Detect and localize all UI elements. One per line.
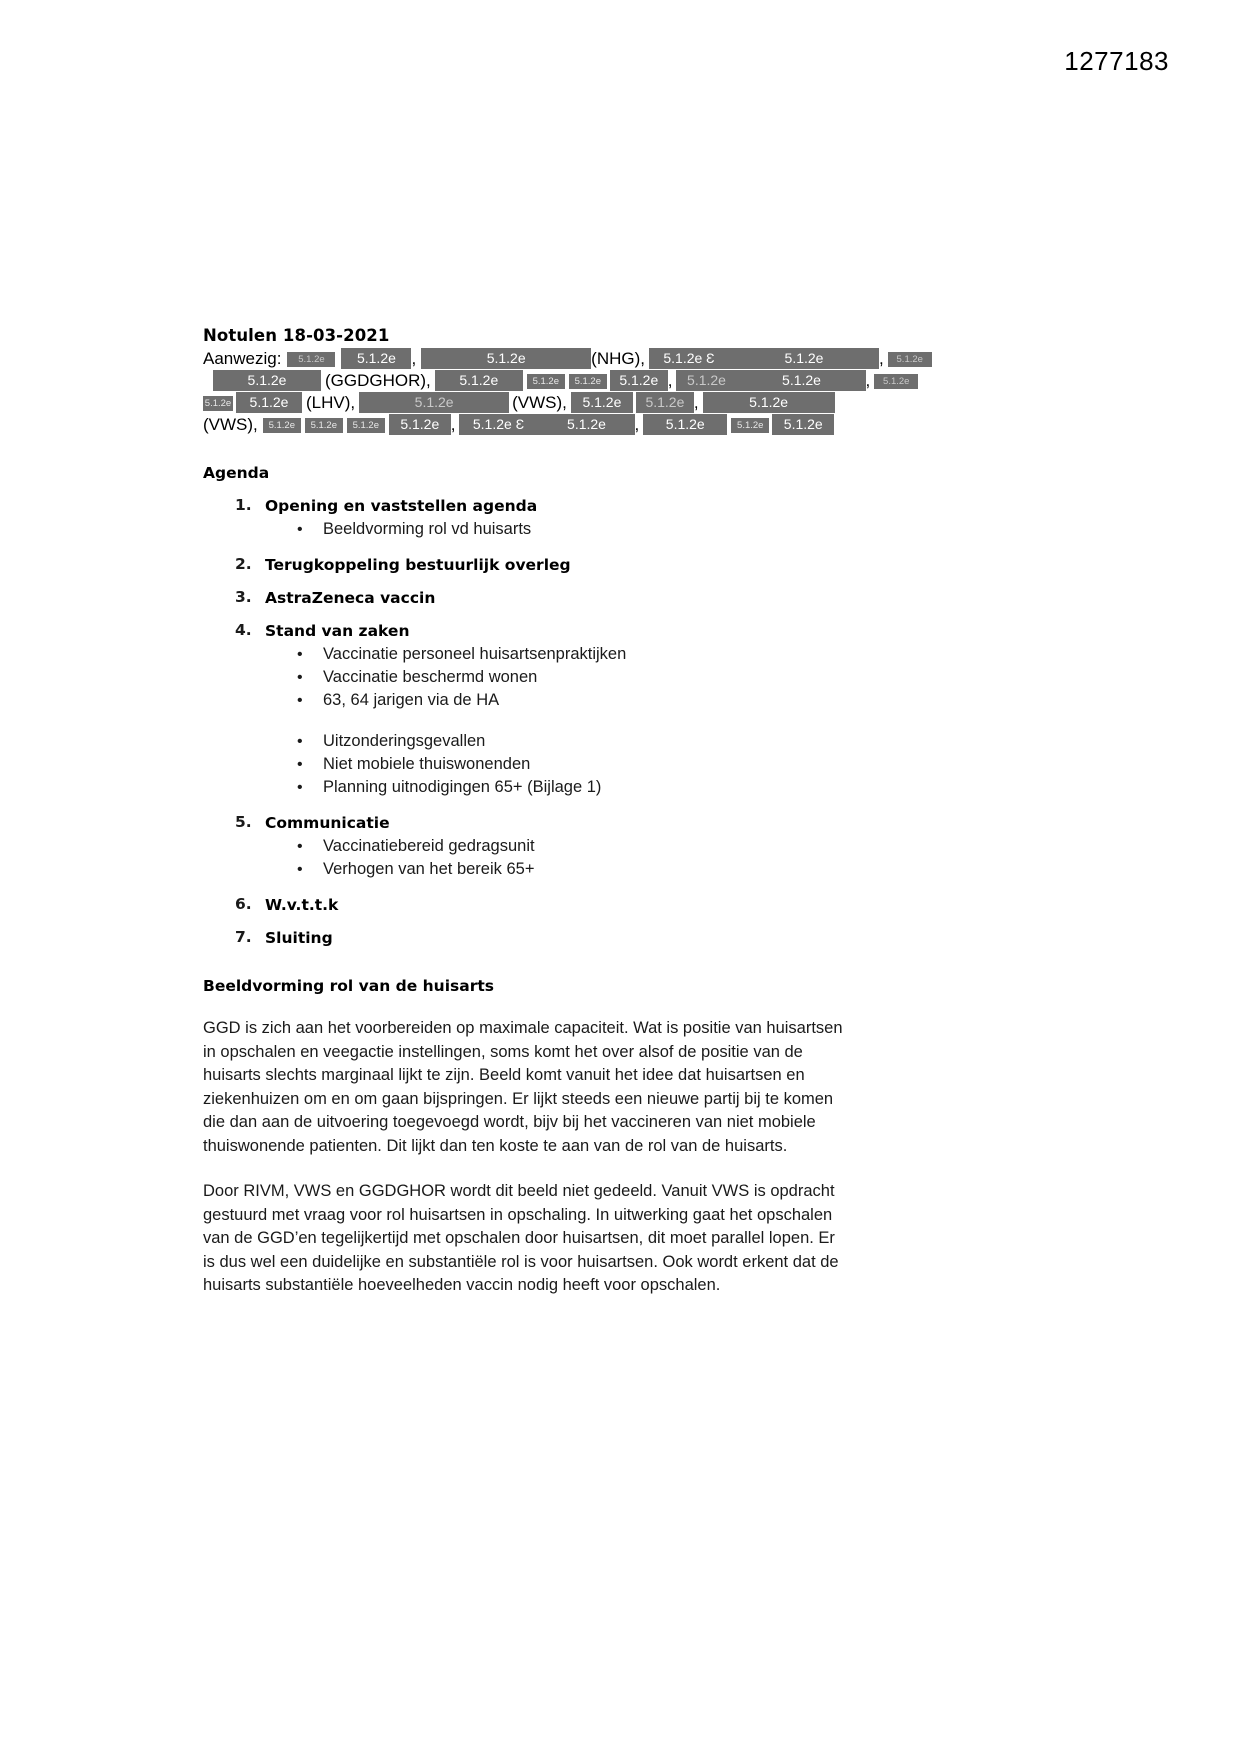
agenda-subitem-list	[265, 518, 863, 541]
attendees-block	[203, 348, 923, 436]
agenda-item	[203, 895, 863, 914]
attendee-organisation: (VWS),	[512, 393, 567, 412]
redaction-block: 5.1.2e	[729, 348, 879, 369]
bullet-icon: •	[297, 669, 303, 686]
bullet-icon: •	[297, 646, 303, 663]
redaction-block: 5.1.2e	[435, 370, 523, 391]
agenda-item-title: W.v.t.t.k	[265, 896, 339, 914]
redaction-block: 5.1.2e	[703, 392, 835, 413]
attendee-organisation: (NHG),	[591, 349, 645, 368]
redaction-block: 5.1.2e	[389, 414, 451, 435]
bullet-icon: •	[297, 733, 303, 750]
agenda-item-title: Sluiting	[265, 929, 333, 947]
agenda-subitem-label: Planning uitnodigingen 65+ (Bijlage 1)	[323, 778, 602, 796]
redaction-block: 5.1.2e	[263, 418, 301, 433]
agenda-item	[203, 588, 863, 607]
agenda-item	[203, 813, 863, 881]
body-paragraphs	[203, 1017, 863, 1298]
attendee-organisation: ,	[634, 415, 640, 434]
agenda-item-number: 2.	[235, 555, 252, 573]
agenda-subitem-label: Vaccinatiebereid gedragsunit	[323, 837, 535, 855]
attendee-organisation: ,	[411, 349, 417, 368]
agenda-subitem	[265, 666, 863, 689]
redaction-block: 5.1.2e	[676, 370, 738, 391]
agenda-subitem-list	[265, 835, 863, 881]
attendee-organisation: ,	[879, 349, 884, 368]
bullet-icon: •	[297, 861, 303, 878]
redaction-block: 5.1.2e	[527, 374, 565, 389]
agenda-subitem-label: 63, 64 jarigen via de HA	[323, 691, 500, 709]
agenda-item	[203, 928, 863, 947]
agenda-item-title: Communicatie	[265, 814, 390, 832]
attendee-organisation: ,	[693, 393, 699, 412]
agenda-subitem	[265, 858, 863, 881]
agenda-subitem	[265, 730, 863, 753]
agenda-item-number: 6.	[235, 895, 252, 913]
redaction-block: 5.1.2e	[305, 418, 343, 433]
bullet-icon: •	[297, 838, 303, 855]
agenda-list	[203, 496, 863, 947]
redaction-block: 5.1.2e	[610, 370, 668, 391]
redaction-block: 5.1.2e	[359, 392, 509, 413]
redaction-block: 5.1.2e	[738, 370, 866, 391]
attendee-organisation: ,	[667, 371, 673, 390]
agenda-subitem-label: Verhogen van het bereik 65+	[323, 860, 535, 878]
attendees-label: Aanwezig:	[203, 349, 282, 368]
agenda-subitem-label: Vaccinatie beschermd wonen	[323, 668, 538, 686]
agenda-subitem-label: Niet mobiele thuiswonenden	[323, 755, 531, 773]
agenda-subitem-label: Uitzonderingsgevallen	[323, 732, 486, 750]
redaction-block: 5.1.2e	[213, 370, 321, 391]
attendees-line	[203, 414, 823, 436]
redaction-block: 5.1.2e	[643, 414, 727, 435]
agenda-item-title: AstraZeneca vaccin	[265, 589, 436, 607]
redaction-block: 5.1.2e	[287, 352, 335, 367]
agenda-subitem	[265, 518, 863, 541]
redaction-block: 5.1.2e	[571, 392, 633, 413]
redaction-block: 5.1.2e	[636, 392, 694, 413]
attendee-organisation: (VWS),	[203, 415, 258, 434]
agenda-subitem-label: Vaccinatie personeel huisartsenpraktijken	[323, 645, 627, 663]
redaction-block: 5.1.2e	[347, 418, 385, 433]
attendee-organisation: (LHV),	[306, 393, 356, 412]
body-paragraph: Door RIVM, VWS en GGDGHOR wordt dit beeld niet gedeeld. Vanuit VWS is opdracht gestuurd met vraag voor rol huisartsen in opschaling. In uitwerking gaat het opschalen van de GGD’en tegelijkertijd met opschalen door huisartsen, dit moet parallel lopen. Er is dus wel een duidelijke en substantiële rol is voor huisartsen. Ook wordt erkent dat de huisarts substantiële hoeveelheden vaccin nodig heeft voor opschalen.	[203, 1182, 839, 1294]
attendees-line	[203, 370, 910, 392]
bullet-icon: •	[297, 756, 303, 773]
bullet-icon: •	[297, 521, 303, 538]
agenda-heading: Agenda	[203, 464, 270, 482]
redaction-block: 5.1.2e	[772, 414, 834, 435]
redaction-block: 5.1.2e	[236, 392, 302, 413]
agenda-subitem-list	[265, 643, 863, 799]
document-number: 1277183	[1064, 46, 1169, 76]
redaction-block: 5.1.2e	[888, 352, 932, 367]
agenda-subitem	[265, 835, 863, 858]
attendee-organisation: ,	[450, 415, 456, 434]
bullet-icon: •	[297, 779, 303, 796]
agenda-item	[203, 496, 863, 541]
redaction-block: 5.1.2e Ɛ	[649, 348, 729, 369]
agenda-item-title: Terugkoppeling bestuurlijk overleg	[265, 556, 571, 574]
redaction-block: 5.1.2e	[341, 348, 411, 369]
agenda-item-number: 1.	[235, 496, 252, 514]
agenda-item-number: 7.	[235, 928, 252, 946]
redaction-block: 5.1.2e Ɛ	[459, 414, 539, 435]
agenda-subitem	[265, 776, 863, 799]
body-paragraph: GGD is zich aan het voorbereiden op maximale capaciteit. Wat is positie van huisartsen in opschalen en veegactie instellingen, soms komt het over alsof de positie van de huisarts slechts marginaal lijkt te zijn. Beeld komt vanuit het idee dat huisartsen en ziekenhuizen om en om gaan bijspringen. Er lijkt steeds een nieuwe partij bij te komen die dan aan de uitvoering toegevoegd wordt, bijv bij het vaccineren van niet mobiele thuiswonende patienten. Dit lijkt dan ten koste te aan van de rol van de huisarts.	[203, 1019, 843, 1155]
agenda-item-title: Opening en vaststellen agenda	[265, 497, 538, 515]
redaction-block: 5.1.2e	[731, 418, 769, 433]
agenda-item-title: Stand van zaken	[265, 622, 410, 640]
attendee-organisation: ,	[865, 371, 871, 390]
agenda-subitem	[265, 689, 863, 712]
document-content	[203, 326, 923, 1298]
redaction-block: 5.1.2e	[874, 374, 918, 389]
document-title: Notulen 18-03-2021	[203, 326, 390, 345]
agenda-item-number: 4.	[235, 621, 252, 639]
bullet-icon: •	[297, 692, 303, 709]
agenda-subitem	[265, 753, 863, 776]
agenda-item	[203, 555, 863, 574]
agenda-item	[203, 621, 863, 799]
agenda-subitem-label: Beeldvorming rol vd huisarts	[323, 520, 532, 538]
agenda-subitem	[265, 643, 863, 666]
agenda-item-number: 5.	[235, 813, 252, 831]
redaction-block: 5.1.2e	[204, 398, 232, 409]
redaction-block: 5.1.2e	[569, 374, 607, 389]
agenda-item-number: 3.	[235, 588, 252, 606]
redaction-block: 5.1.2e	[539, 414, 635, 435]
section-heading: Beeldvorming rol van de huisarts	[203, 977, 494, 995]
attendee-organisation: (GGDGHOR),	[325, 371, 431, 390]
attendees-line	[203, 348, 923, 370]
redaction-block: 5.1.2e	[421, 348, 591, 369]
attendees-line	[203, 392, 789, 414]
